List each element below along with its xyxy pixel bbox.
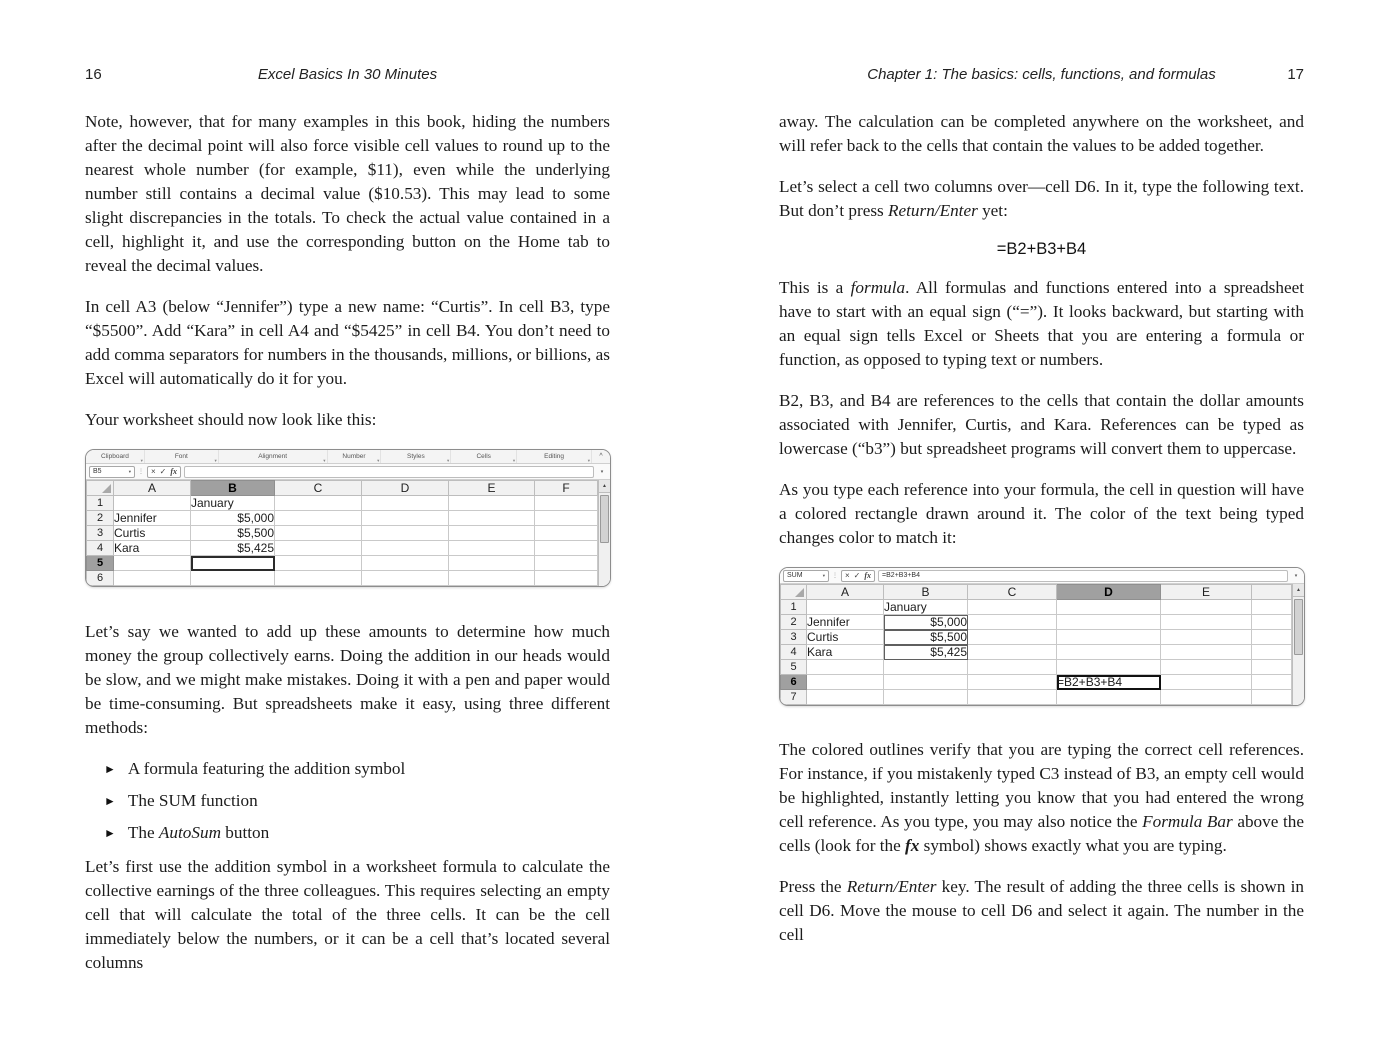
cell-F1 bbox=[535, 496, 598, 511]
column-header-A: A bbox=[807, 585, 884, 600]
insert-function-icon: fx bbox=[170, 466, 178, 476]
vertical-scrollbar bbox=[598, 480, 610, 586]
column-header-C: C bbox=[968, 585, 1057, 600]
cell-E1 bbox=[1161, 600, 1252, 615]
cell-E6 bbox=[1161, 675, 1252, 690]
ribbon-group-cells bbox=[451, 450, 517, 463]
collapse-ribbon-icon: ^ bbox=[599, 453, 603, 460]
column-header-A: A bbox=[114, 481, 191, 496]
column-header-B-selected: B bbox=[191, 481, 275, 496]
paragraph: Let’s first use the addition symbol in a worksheet formula to calculate the collective earnings of the three colleagues. This requires selecting an empty cell that will calculate the total of the three cells. It can be the cell immediately below the numbers, or it can be a cell that’s located several columns bbox=[85, 857, 610, 972]
ribbon-group-label: Editing bbox=[544, 453, 565, 460]
cell-C4 bbox=[968, 645, 1057, 660]
formula-bar-input: =B2+B3+B4 bbox=[878, 570, 1288, 582]
cell-E5 bbox=[449, 556, 535, 571]
paragraph: Let’s select a cell two columns over—cell D6. In it, type the following text. But don’t press Return/Enter yet: bbox=[779, 177, 1304, 220]
name-box-value: B5 bbox=[93, 468, 102, 475]
paragraph: B2, B3, and B4 are references to the cells that contain the dollar amounts associated with Jennifer, Curtis, and Kara. References can be typed as lowercase (“b3”) but spreadsheet programs will convert them to uppercase. bbox=[779, 391, 1304, 458]
cell-B5-selected bbox=[191, 556, 275, 571]
cancel-icon: × bbox=[845, 570, 850, 580]
dialog-launcher-icon: ▾ bbox=[377, 458, 380, 463]
page-number-left: 16 bbox=[85, 66, 102, 83]
paragraph: This is a formula. All formulas and functions entered into a spreadsheet have to start with an equal sign (“=”). It looks backward, but starting with an equal sign tells Excel or Sheets that you are entering a formula or function, as opposed to typing text or numbers. bbox=[779, 278, 1304, 369]
name-box bbox=[89, 466, 135, 478]
formula-bar-row bbox=[780, 568, 1304, 584]
ribbon-group-label: Font bbox=[174, 453, 188, 460]
expand-formula-bar-icon: ▾ bbox=[1294, 572, 1298, 579]
cell-F7 bbox=[1252, 690, 1292, 705]
cell-B1: January bbox=[191, 496, 275, 511]
formula-bar-row bbox=[86, 464, 610, 480]
cell-C5 bbox=[968, 660, 1057, 675]
ribbon-group-number bbox=[328, 450, 382, 463]
cell-C1 bbox=[275, 496, 362, 511]
cell-F5 bbox=[535, 556, 598, 571]
formula-buttons bbox=[147, 466, 181, 478]
cell-A5 bbox=[807, 660, 884, 675]
row-header-6: 6 bbox=[87, 571, 114, 586]
cell-C3 bbox=[968, 630, 1057, 645]
column-header-F: F bbox=[535, 481, 598, 496]
cell-D4 bbox=[1057, 645, 1161, 660]
page-number-right: 17 bbox=[1287, 66, 1304, 83]
cell-B2: $5,000 bbox=[191, 511, 275, 526]
expand-formula-bar-icon: ▾ bbox=[600, 468, 604, 475]
dialog-launcher-icon: ▾ bbox=[512, 458, 516, 463]
cell-B1: January bbox=[884, 600, 968, 615]
scrollbar-thumb bbox=[1294, 599, 1303, 655]
ribbon-group-clipboard bbox=[86, 450, 145, 463]
cell-E4 bbox=[449, 541, 535, 556]
paragraph: Press the Return/Enter key. The result of adding the three cells is shown in cell D6. Move the mouse to cell D6 and select it again. The number in the cell bbox=[779, 877, 1304, 944]
cell-E2 bbox=[449, 511, 535, 526]
cell-F3 bbox=[1252, 630, 1292, 645]
list-item bbox=[104, 789, 610, 813]
cell-E3 bbox=[1161, 630, 1252, 645]
row-header-1: 1 bbox=[781, 600, 807, 615]
cell-B3: $5,500 bbox=[191, 526, 275, 541]
right-page-header bbox=[779, 66, 1304, 86]
cell-E4 bbox=[1161, 645, 1252, 660]
cell-A4: Kara bbox=[114, 541, 191, 556]
paragraph: Note, however, that for many examples in this book, hiding the numbers after the decimal point will also force visible cell values to round up to the nearest whole number (for example, $11), even while the underlying number still contains a decimal value ($10.53). This may lead to some slight discrepancies in the totals. To check the actual value contained in a cell, highlight it, and use the corresponding button on the Home tab to reveal the decimal values. bbox=[85, 112, 610, 275]
column-header-E: E bbox=[1161, 585, 1252, 600]
cell-F1 bbox=[1252, 600, 1292, 615]
cell-F5 bbox=[1252, 660, 1292, 675]
cell-D6 bbox=[362, 571, 449, 586]
paragraph: Your worksheet should now look like this: bbox=[85, 410, 377, 429]
cell-F2 bbox=[535, 511, 598, 526]
cell-E1 bbox=[449, 496, 535, 511]
cell-E2 bbox=[1161, 615, 1252, 630]
cell-A4: Kara bbox=[807, 645, 884, 660]
cell-D5 bbox=[362, 556, 449, 571]
cell-C1 bbox=[968, 600, 1057, 615]
running-title-left: Excel Basics In 30 Minutes bbox=[257, 66, 438, 83]
dialog-launcher-icon: ▾ bbox=[214, 458, 217, 463]
cell-D5 bbox=[1057, 660, 1161, 675]
cells-table bbox=[86, 480, 598, 586]
column-header-B: B bbox=[884, 585, 968, 600]
chevron-down-icon: ▾ bbox=[128, 468, 131, 474]
dialog-launcher-icon: ▾ bbox=[323, 458, 326, 463]
ribbon-group-alignment bbox=[219, 450, 328, 463]
page-right bbox=[779, 66, 1304, 992]
paragraph: away. The calculation can be completed anywhere on the worksheet, and will refer back to the cells that contain the values to be added together. bbox=[779, 112, 1304, 155]
scroll-up-icon: ▲ bbox=[1293, 584, 1304, 597]
row-header-5: 5 bbox=[781, 660, 807, 675]
cell-C5 bbox=[275, 556, 362, 571]
row-header-1: 1 bbox=[87, 496, 114, 511]
cell-F4 bbox=[535, 541, 598, 556]
arrow-bullet-icon: ► bbox=[104, 794, 116, 808]
cell-D3 bbox=[1057, 630, 1161, 645]
ribbon-group-label: Clipboard bbox=[101, 453, 129, 460]
column-header-C: C bbox=[275, 481, 362, 496]
cell-B2-outlined: $5,000 bbox=[884, 615, 968, 630]
cell-C6 bbox=[968, 675, 1057, 690]
worksheet-grid bbox=[86, 480, 610, 586]
row-header-3: 3 bbox=[87, 526, 114, 541]
cell-F6 bbox=[535, 571, 598, 586]
row-header-2: 2 bbox=[87, 511, 114, 526]
cell-B6 bbox=[884, 675, 968, 690]
ribbon-group-label: Number bbox=[342, 453, 366, 460]
ribbon-group-label: Alignment bbox=[258, 453, 288, 460]
select-all-corner bbox=[87, 481, 114, 496]
cell-C3 bbox=[275, 526, 362, 541]
enter-icon: ✓ bbox=[853, 570, 861, 580]
row-header-7: 7 bbox=[781, 690, 807, 705]
scroll-up-icon: ▲ bbox=[599, 480, 610, 493]
worksheet-grid bbox=[780, 584, 1304, 705]
bullet-text: The SUM function bbox=[127, 791, 258, 810]
ribbon-group-styles bbox=[381, 450, 451, 463]
name-box bbox=[783, 570, 829, 582]
row-header-3: 3 bbox=[781, 630, 807, 645]
cell-D7 bbox=[1057, 690, 1161, 705]
cell-B4: $5,425 bbox=[191, 541, 275, 556]
cell-E6 bbox=[449, 571, 535, 586]
cells-table bbox=[780, 584, 1292, 705]
excel-screenshot-2 bbox=[779, 567, 1305, 706]
cell-C7 bbox=[968, 690, 1057, 705]
row-header-5-selected: 5 bbox=[87, 556, 114, 571]
arrow-bullet-icon: ► bbox=[104, 762, 116, 776]
arrow-bullet-icon: ► bbox=[104, 826, 116, 840]
cell-E5 bbox=[1161, 660, 1252, 675]
bullet-text: The AutoSum button bbox=[127, 823, 270, 842]
cell-B7 bbox=[884, 690, 968, 705]
cell-A1 bbox=[114, 496, 191, 511]
cell-C2 bbox=[275, 511, 362, 526]
row-header-4: 4 bbox=[781, 645, 807, 660]
cancel-icon: × bbox=[151, 466, 156, 476]
list-item bbox=[104, 821, 610, 845]
cell-D1 bbox=[362, 496, 449, 511]
ribbon-group-label: Styles bbox=[407, 453, 425, 460]
excel-screenshot-1 bbox=[85, 449, 611, 587]
cell-E3 bbox=[449, 526, 535, 541]
row-header-2: 2 bbox=[781, 615, 807, 630]
ribbon-group-editing bbox=[517, 450, 592, 463]
cell-B3-outlined: $5,500 bbox=[884, 630, 968, 645]
ribbon-group-strip bbox=[86, 450, 610, 464]
chevron-down-icon: ▾ bbox=[822, 572, 825, 578]
cell-C2 bbox=[968, 615, 1057, 630]
formula-example: =B2+B3+B4 bbox=[996, 240, 1087, 258]
bullet-text: A formula featuring the addition symbol bbox=[127, 759, 406, 778]
cell-B4-outlined: $5,425 bbox=[884, 645, 968, 660]
column-header-D-selected: D bbox=[1057, 585, 1161, 600]
left-page-header bbox=[85, 66, 610, 86]
cell-A3: Curtis bbox=[807, 630, 884, 645]
ribbon-group-font bbox=[145, 450, 219, 463]
formula-buttons bbox=[841, 570, 875, 582]
divider: ⋮ bbox=[832, 572, 838, 579]
dialog-launcher-icon: ▾ bbox=[447, 458, 450, 463]
enter-icon: ✓ bbox=[159, 466, 167, 476]
formula-bar-input bbox=[184, 466, 594, 478]
cell-A6 bbox=[114, 571, 191, 586]
row-header-4: 4 bbox=[87, 541, 114, 556]
cell-D4 bbox=[362, 541, 449, 556]
insert-function-icon: fx bbox=[864, 570, 872, 580]
cell-D1 bbox=[1057, 600, 1161, 615]
vertical-scrollbar bbox=[1292, 584, 1304, 705]
cell-D6-editing: =B2+B3+B4 bbox=[1057, 675, 1161, 690]
cell-A6 bbox=[807, 675, 884, 690]
cell-D2 bbox=[362, 511, 449, 526]
cell-D3 bbox=[362, 526, 449, 541]
page-left bbox=[85, 66, 610, 992]
divider: ⋮ bbox=[138, 468, 144, 475]
paragraph: Let’s say we wanted to add up these amounts to determine how much money the group collectively earns. Doing the addition in our heads would be slow, and we might make mistakes. Doing it with a pen and paper would be time-consuming. But spreadsheets make it easy, using three different methods: bbox=[85, 622, 610, 737]
column-header-partial bbox=[1252, 585, 1292, 600]
dialog-launcher-icon: ▾ bbox=[140, 458, 143, 463]
paragraph: As you type each reference into your formula, the cell in question will have a colored rectangle drawn around it. The color of the text being typed changes color to match it: bbox=[779, 480, 1304, 547]
cell-A1 bbox=[807, 600, 884, 615]
cell-F2 bbox=[1252, 615, 1292, 630]
cell-A2: Jennifer bbox=[114, 511, 191, 526]
select-all-corner bbox=[781, 585, 807, 600]
cell-A5 bbox=[114, 556, 191, 571]
cell-B5 bbox=[884, 660, 968, 675]
row-header-6-selected: 6 bbox=[781, 675, 807, 690]
cell-F6 bbox=[1252, 675, 1292, 690]
running-title-right: Chapter 1: The basics: cells, functions, and formulas bbox=[867, 66, 1216, 83]
cell-A2: Jennifer bbox=[807, 615, 884, 630]
cell-A7 bbox=[807, 690, 884, 705]
dialog-launcher-icon: ▾ bbox=[587, 458, 591, 463]
paragraph: The colored outlines verify that you are typing the correct cell references. For instance, if you mistakenly typed C3 instead of B3, an empty cell would be highlighted, instantly letting you know that you had entered the wrong cell reference. As you type, you may also notice the Formula Bar above the cells (look for the fx symbol) shows exactly what you are typing. bbox=[779, 740, 1304, 855]
column-header-E: E bbox=[449, 481, 535, 496]
list-item bbox=[104, 757, 610, 781]
cell-F4 bbox=[1252, 645, 1292, 660]
cell-E7 bbox=[1161, 690, 1252, 705]
cell-D2 bbox=[1057, 615, 1161, 630]
cell-B6 bbox=[191, 571, 275, 586]
scrollbar-thumb bbox=[600, 495, 609, 543]
paragraph: In cell A3 (below “Jennifer”) type a new name: “Curtis”. In cell B3, type “$5500”. Add “Kara” in cell A4 and “$5425” in cell B4. You don’t need to add comma separators for numbers in the thousands, millions, or billions, as Excel will automatically do it for you. bbox=[85, 297, 610, 388]
ribbon-group-label: Cells bbox=[476, 453, 491, 460]
cell-C6 bbox=[275, 571, 362, 586]
cell-C4 bbox=[275, 541, 362, 556]
cell-A3: Curtis bbox=[114, 526, 191, 541]
cell-F3 bbox=[535, 526, 598, 541]
column-header-D: D bbox=[362, 481, 449, 496]
name-box-value: SUM bbox=[787, 572, 803, 579]
bullet-list bbox=[104, 757, 610, 845]
